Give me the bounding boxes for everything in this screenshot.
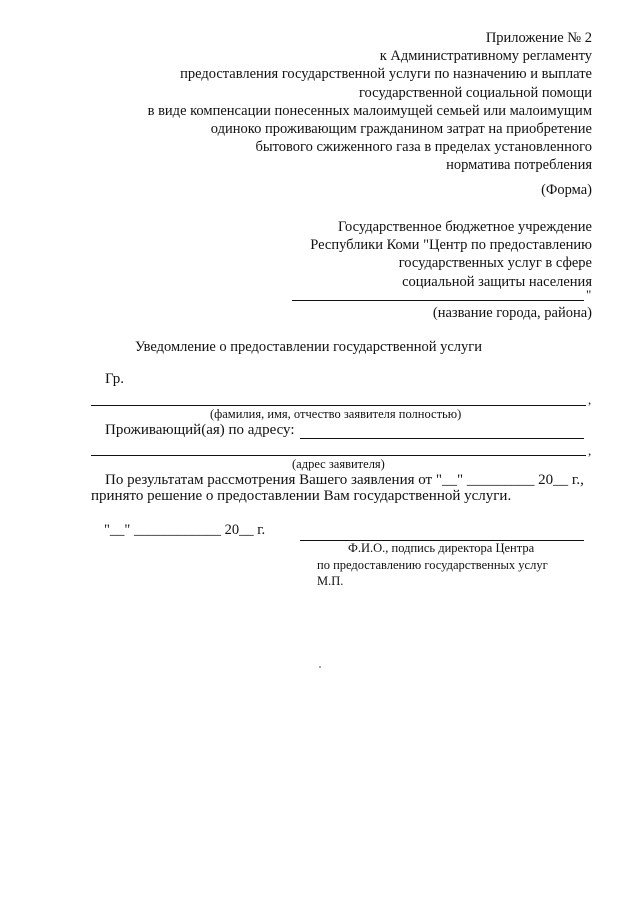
fio-blank-line bbox=[91, 405, 586, 406]
address-caption: (адрес заявителя) bbox=[292, 457, 385, 471]
signature-caption bbox=[300, 540, 600, 590]
scan-speck bbox=[319, 666, 321, 668]
annex-header bbox=[72, 29, 592, 175]
signature-caption-line: по предоставлению государственных услуг bbox=[317, 557, 548, 572]
closing-quote: " bbox=[586, 287, 592, 302]
fio-trailing-comma: , bbox=[588, 392, 592, 407]
signature-caption-line: Ф.И.О., подпись директора Центра bbox=[348, 541, 535, 555]
annex-line: предоставления государственной услуги по назначению и выплате bbox=[180, 66, 592, 83]
annex-line: одиноко проживающим гражданином затрат на приобретение bbox=[210, 121, 592, 138]
notice-title: Уведомление о предоставлении государственной услуги bbox=[135, 339, 482, 355]
form-label: (Форма) bbox=[541, 182, 592, 198]
date-line: "__" ____________ 20__ г. bbox=[104, 522, 266, 538]
living-label: Проживающий(ая) по адресу: bbox=[105, 422, 295, 438]
city-blank-line bbox=[292, 300, 584, 301]
annex-line: государственной социальной помощи bbox=[358, 84, 592, 101]
recipient-line: Республики Коми "Центр по предоставлению bbox=[310, 237, 592, 254]
annex-line: к Административному регламенту bbox=[379, 48, 592, 65]
annex-line: Приложение № 2 bbox=[485, 30, 592, 46]
living-blank-line bbox=[300, 438, 584, 439]
fio-caption: (фамилия, имя, отчество заявителя полностью) bbox=[210, 407, 462, 421]
recipient-line: социальной защиты населения bbox=[402, 273, 592, 290]
result-text-line-1: По результатам рассмотрения Вашего заявления от "__" _________ 20__ г., bbox=[105, 472, 584, 488]
result-text-line-2: принято решение о предоставлении Вам государственной услуги. bbox=[91, 488, 512, 504]
address-trailing-comma: , bbox=[588, 443, 592, 458]
recipient-block bbox=[310, 218, 592, 291]
gr-label: Гр. bbox=[105, 371, 124, 387]
address-blank-line bbox=[91, 455, 586, 456]
recipient-line: государственных услуг в сфере bbox=[398, 255, 592, 272]
recipient-line: Государственное бюджетное учреждение bbox=[337, 219, 592, 235]
annex-line: норматива потребления bbox=[446, 157, 592, 174]
annex-line: в виде компенсации понесенных малоимущей семьей или малоимущим bbox=[147, 102, 592, 119]
annex-line: бытового сжиженного газа в пределах установленного bbox=[255, 139, 592, 156]
city-caption: (название города, района) bbox=[432, 305, 592, 321]
stamp-place-label: М.П. bbox=[317, 574, 344, 588]
